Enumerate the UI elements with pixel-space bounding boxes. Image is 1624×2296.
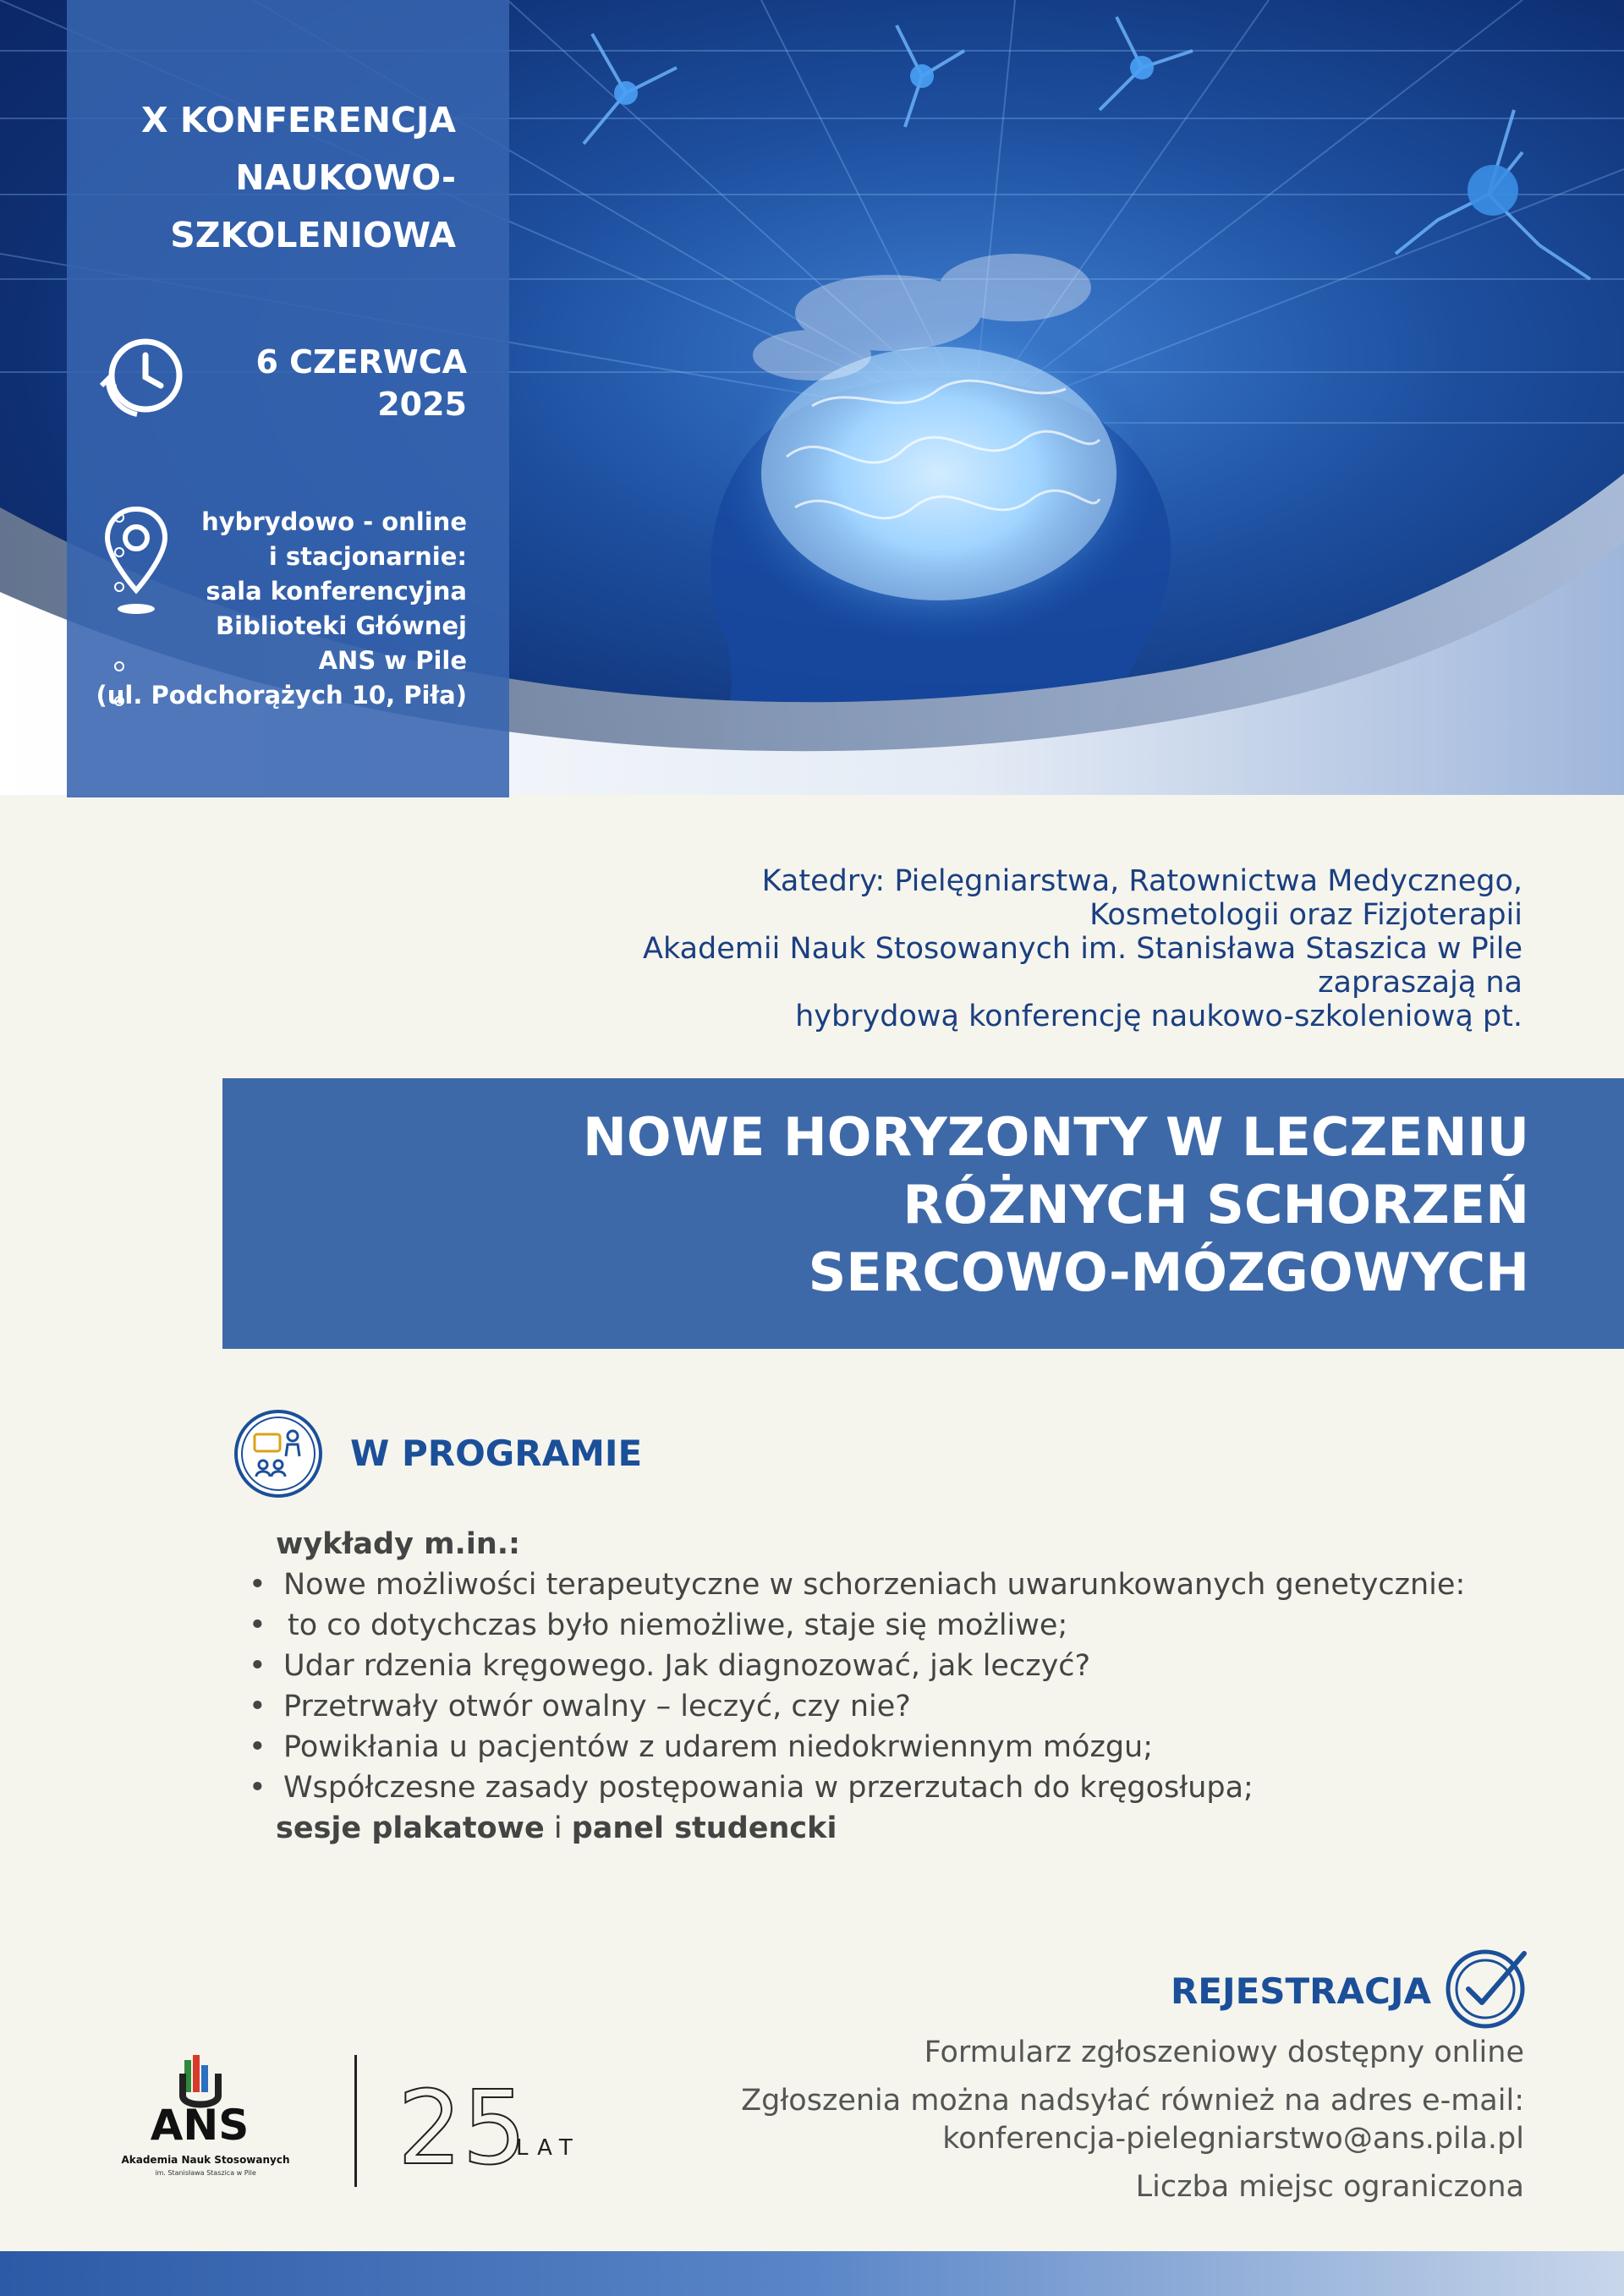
lecture-title: Przetrwały otwór owalny – leczyć, czy nie? xyxy=(283,1690,911,1723)
venue-line: i stacjonarnie: xyxy=(268,542,467,571)
lecture-title: Współczesne zasady postępowania w przerzutach do kręgosłupa; xyxy=(283,1771,1254,1805)
student-panel: panel studencki xyxy=(571,1811,837,1845)
program-heading: W PROGRAMIE xyxy=(350,1433,643,1474)
title-line: RÓŻNYCH SCHORZEŃ xyxy=(903,1174,1529,1236)
presentation-audience-icon xyxy=(233,1409,323,1499)
venue-line: (ul. Podchorążych 10, Piła) xyxy=(96,681,467,710)
anniversary-25-logo xyxy=(398,2063,617,2173)
limited-seats-note: Liczba miejsc ograniczona xyxy=(1135,2170,1524,2204)
list-item-continuation xyxy=(245,1605,1582,1646)
invitation-line: zapraszają na xyxy=(1318,966,1522,1000)
lecture-title: Udar rdzenia kręgowego. Jak diagnozować, jak leczyć? xyxy=(283,1649,1091,1683)
lecture-title: Nowe możliwości terapeutyczne w schorzeniach uwarunkowanych genetycznie: xyxy=(283,1568,1466,1602)
list-item xyxy=(245,1686,1582,1727)
lecture-title: Powikłania u pacjentów z udarem niedokrwiennym mózgu; xyxy=(283,1730,1154,1764)
conference-topic-title xyxy=(345,1104,1529,1307)
logo-divider xyxy=(354,2055,357,2187)
list-item xyxy=(245,1564,1582,1605)
anniversary-number: 25 xyxy=(398,2070,527,2173)
event-info-panel xyxy=(67,0,509,797)
venue-line: Biblioteki Głównej xyxy=(216,611,467,640)
list-item xyxy=(245,1646,1582,1686)
program-lead: wykłady m.in.: xyxy=(276,1527,521,1561)
registration-email-link[interactable]: konferencja-pielegniarstwo@ans.pila.pl xyxy=(942,2122,1524,2156)
ans-wordmark: ANS xyxy=(150,2101,250,2150)
conference-title: X KONFERENCJA NAUKOWO-SZKOLENIOWA xyxy=(141,100,456,255)
event-date: 6 CZERWCA 2025 xyxy=(255,343,467,423)
invitation-text xyxy=(423,864,1522,1033)
invitation-line: hybrydową konferencję naukowo-szkoleniową pt. xyxy=(795,1000,1522,1033)
venue-details xyxy=(69,505,467,713)
registration-heading: REJESTRACJA xyxy=(1170,1970,1431,2012)
program-extras xyxy=(276,1808,1582,1849)
registration-form-info: Formularz zgłoszeniowy dostępny online xyxy=(924,2036,1524,2069)
connector: i xyxy=(544,1811,572,1845)
anniversary-word: LAT xyxy=(516,2135,581,2161)
invitation-line: Katedry: Pielęgniarstwa, Ratownictwa Medycznego, xyxy=(761,864,1522,898)
venue-line: sala konferencyjna xyxy=(206,577,467,606)
registration-email-info: Zgłoszenia można nadsyłać również na adres e-mail: xyxy=(741,2084,1524,2118)
title-line: NOWE HORYZONTY W LECZENIU xyxy=(582,1106,1529,1168)
list-item xyxy=(245,1727,1582,1767)
title-line: SERCOWO-MÓZGOWYCH xyxy=(808,1241,1529,1303)
ans-full-name: Akademia Nauk Stosowanych xyxy=(121,2154,290,2166)
hero-image xyxy=(0,0,1624,825)
title-banner xyxy=(222,1078,1624,1349)
lecture-title-continuation: to co dotychczas było niemożliwe, staje się możliwe; xyxy=(288,1608,1068,1642)
ans-university-logo xyxy=(112,2053,306,2189)
check-badge-icon xyxy=(1443,1943,1531,2031)
venue-line: ANS w Pile xyxy=(318,646,467,675)
invitation-line: Kosmetologii oraz Fizjoterapii xyxy=(1089,898,1522,932)
registration-details xyxy=(594,2034,1524,2217)
ans-sub-name: im. Stanisława Staszica w Pile xyxy=(155,2169,256,2177)
program-list xyxy=(245,1524,1582,1849)
invitation-line: Akademii Nauk Stosowanych im. Stanisława Staszica w Pile xyxy=(643,932,1522,966)
lecture-list xyxy=(245,1564,1582,1808)
venue-line: hybrydowo - online xyxy=(201,507,467,536)
poster-sessions: sesje plakatowe xyxy=(276,1811,545,1845)
bottom-gradient-bar xyxy=(0,2251,1624,2296)
clock-icon xyxy=(96,330,189,423)
list-item xyxy=(245,1767,1582,1808)
